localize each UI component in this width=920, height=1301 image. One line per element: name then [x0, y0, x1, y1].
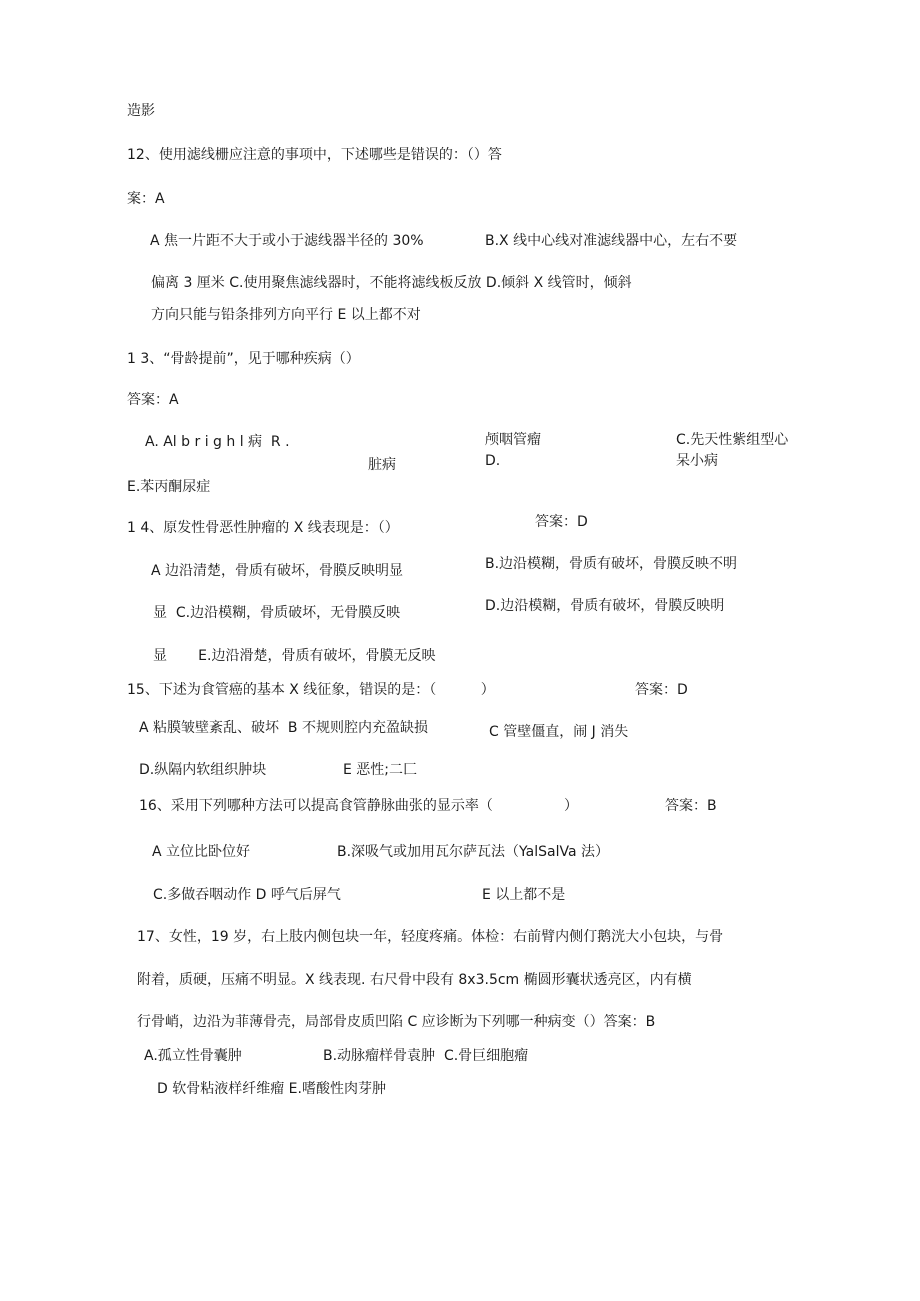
option-e: 显 E.边沿滑楚，骨质有破坏，骨膜无反映	[153, 648, 436, 664]
option-c: C.先天性紫组型心	[676, 432, 789, 448]
text-line: 行骨峭，边沿为菲薄骨壳，局部骨皮质凹陷 C 应诊断为下列哪一种病变（）答案：B	[137, 1014, 656, 1030]
option-c: 显 C.边沿模糊，骨质破坏，无骨膜反映	[153, 605, 401, 621]
option-d: D.边沿模糊，骨质有破坏，骨膜反映明	[485, 598, 725, 614]
text-line: 偏离 3 厘米 C.使用聚焦滤线器时，不能将滤线板反放 D.倾斜 X 线管时，倾斜	[151, 275, 632, 291]
option-b: B.边沿模糊，骨质有破坏，骨膜反映不明	[485, 556, 738, 572]
option-c: C 管壁僵直，闹 J 消失	[489, 724, 629, 740]
option-e: E 恶性;二匚	[343, 762, 418, 778]
option-a: A. Al b r i g h l 病 R .	[145, 434, 290, 450]
question-16: 16、采用下列哪种方法可以提高食管静脉曲张的显示率（ ）	[139, 798, 579, 814]
answer-14: 答案：D	[535, 514, 588, 530]
text-line: 颅咽管瘤	[485, 432, 541, 448]
option-d-e: D 软骨粘液样纤维瘤 E.嗜酸性肉芽肿	[157, 1081, 386, 1097]
text-line: 方向只能与铅条排列方向平行 E 以上都不对	[151, 307, 421, 323]
option-e: E.苯丙酮尿症	[127, 479, 211, 495]
option-b: B.深吸气或加用瓦尔萨瓦法（YalSalVa 法）	[337, 844, 610, 860]
text-line: 呆小病	[676, 453, 718, 469]
option-b: B.X 线中心线对准滤线器中心，左右不要	[485, 233, 738, 249]
answer-16: 答案：B	[665, 798, 717, 814]
question-15: 15、下述为食管癌的基本 X 线征象，错误的是：（ ）	[127, 682, 495, 698]
option-d: D.	[485, 453, 501, 469]
answer-15: 答案：D	[635, 682, 688, 698]
option-a: A 边沿清楚，骨质有破坏，骨膜反映明显	[151, 563, 404, 579]
option-d: D.纵隔内软组织肿块	[139, 762, 267, 778]
question-14: 1 4、原发性骨恶性肿瘤的 X 线表现是：（）	[127, 520, 399, 536]
answer-13: 答案：A	[127, 392, 179, 408]
option-c-d: C.多做吞咽动作 D 呼气后屏气	[153, 887, 341, 903]
option-a: A 立位比卧位好	[152, 844, 251, 860]
question-17: 17、女性，19 岁，右上肢内侧包块一年，轻度疼痛。体检：右前臂内侧仃鹅洸大小包块，与骨	[137, 929, 724, 945]
text-line: 附着，质硬，压痛不明显。X 线表现. 右尺骨中段有 8x3.5cm 椭圆形囊状透亮区，内有横	[137, 972, 692, 988]
text-line: 造影	[127, 103, 155, 119]
question-12: 12、使用滤线栅应注意的事项中，下述哪些是错误的：（）答	[127, 147, 502, 163]
option-e: E 以上都不是	[482, 887, 566, 903]
option-a: A.孤立性骨囊肿	[144, 1048, 242, 1064]
option-a: A 焦一片距不大于或小于滤线器半径的 30%	[150, 233, 424, 249]
option-a-b: A 粘膜皱壁紊乱、破坏 B 不规则腔内充盈缺损	[139, 720, 428, 736]
option-b-c: B.动脉瘤样骨袁肿 C.骨巨细胞瘤	[323, 1048, 529, 1064]
text-line: 脏病	[368, 457, 396, 473]
question-13: 1 3、“骨龄提前”，见于哪种疾病（）	[127, 351, 360, 367]
answer-12: 案：A	[127, 191, 165, 207]
